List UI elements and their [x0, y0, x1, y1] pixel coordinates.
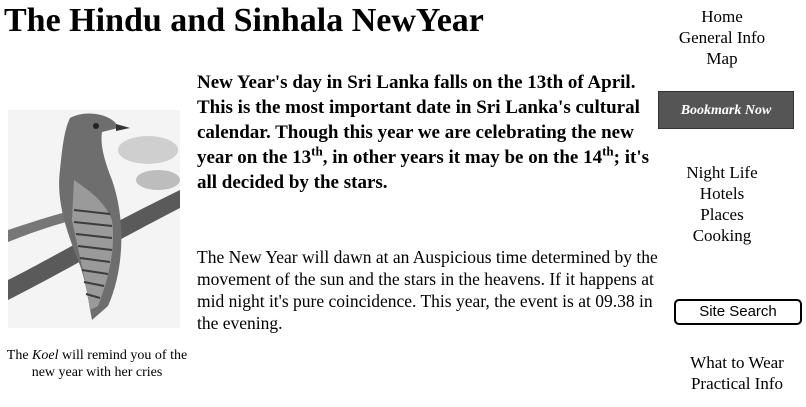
- nav-map-link[interactable]: Map: [706, 49, 738, 68]
- nav-practical-info-link[interactable]: Practical Info: [690, 374, 784, 393]
- bottom-nav: [672, 352, 802, 394]
- top-nav: [660, 6, 784, 69]
- nav-home-link[interactable]: Home: [701, 7, 743, 26]
- nav-cooking-link[interactable]: Cooking: [692, 226, 752, 245]
- lead-sup2: th: [602, 143, 614, 159]
- bookmark-now-button[interactable]: Bookmark Now: [658, 91, 794, 129]
- nav-places-link[interactable]: Places: [700, 205, 744, 224]
- lead-paragraph: [197, 70, 667, 195]
- lead-part2: , in other years it may be on the 14: [322, 147, 603, 168]
- lead-part3: ; it's all decided by the stars.: [197, 147, 650, 193]
- koel-figure: [6, 110, 188, 381]
- lead-sup1: th: [311, 143, 323, 159]
- body-paragraph: The New Year will dawn at an Auspicious time determined by the movement of the sun and the stars in the heavens. If it happens at mid night it's pure coincidence. This year, the event is at 09.38 in the evening.: [197, 247, 658, 333]
- nav-general-info-link[interactable]: General Info: [678, 28, 766, 47]
- nav-what-to-wear-link[interactable]: What to Wear: [690, 353, 784, 372]
- koel-bird-photo: [8, 110, 180, 328]
- figure-caption: [4, 347, 190, 381]
- site-search-button[interactable]: Site Search: [674, 299, 802, 325]
- caption-prefix: The: [6, 348, 33, 363]
- caption-koel: Koel: [32, 348, 59, 363]
- nav-hotels-link[interactable]: Hotels: [699, 184, 745, 203]
- caption-suffix: will remind you of the new year with her cries: [31, 348, 188, 380]
- nav-night-life-link[interactable]: Night Life: [686, 163, 758, 182]
- middle-nav: [660, 162, 784, 246]
- lead-part1: New Year's day in Sri Lanka falls on the 13th of April. This is the most important date in Sri Lanka's cultural calendar. Though this year we are celebrating the new year on the 13: [197, 72, 640, 168]
- page-title: The Hindu and Sinhala NewYear: [4, 2, 484, 39]
